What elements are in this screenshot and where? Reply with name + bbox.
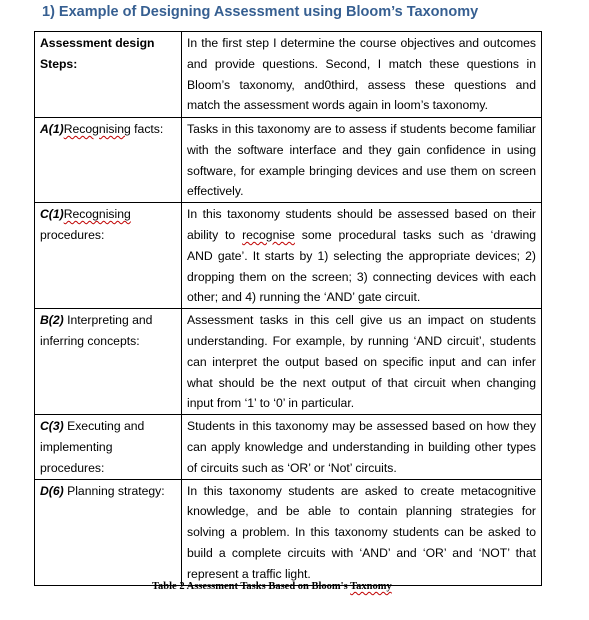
taxonomy-code: C(1) [40,207,64,222]
table-row [35,203,542,309]
label-underlined: Recognising [63,207,131,222]
caption-underlined: Taxnomy [350,581,392,592]
row-label-cell [35,203,182,309]
taxonomy-code: A(1) [40,122,64,136]
row-label-cell [35,415,182,479]
row-description-cell: Tasks in this taxonomy are to assess if students become familiar with the software interface and they gain confidence in using software, for example bringing devices and use them on screen effectively. [182,118,542,203]
label-rest: procedures: [40,227,105,242]
taxonomy-code: D(6) [40,483,64,498]
label-rest: Executing and implementing procedures: [40,419,145,475]
taxonomy-code: C(3) [40,419,64,434]
label-rest: Interpreting and inferring concepts: [40,313,153,348]
taxonomy-code: B(2) [40,313,64,328]
description-before: In this taxonomy students should be assessed based on their ability to [187,207,536,242]
table-caption [152,581,392,592]
header-right-cell: In the first step I determine the course objectives and outcomes and provide questions. Second, I match these questions in Bloom’s taxonomy, and0third, assess these questions and match the assessment words again in loom’s taxonomy. [182,32,542,118]
label-rest: facts: [130,122,164,136]
section-heading: 1) Example of Designing Assessment using Bloom’s Taxonomy [42,4,479,20]
row-description-cell: Students in this taxonomy may be assessed based on how they can apply knowledge and understanding in building other types of circuits such as ‘OR’ or ‘Not’ circuits. [182,415,542,479]
row-description-cell: Assessment tasks in this cell give us an impact on students understanding. For example, by running ‘AND circuit’, students can interpret the output based on specific input and can infer what should be the next output of that circuit when changing input from ‘1’ to ‘0’ in particular. [182,309,542,415]
table-row-header [35,32,542,118]
label-underlined: Recognising [63,122,131,136]
label-rest: Planning strategy: [63,483,165,498]
row-label-cell [35,309,182,415]
row-description-cell: In this taxonomy students are asked to create metacognitive knowledge, and be able to contain planning strategies for solving a problem. In this taxonomy students can be asked to build a complete circuits with ‘AND’ and ‘OR’ and ‘NOT’ that represent a traffic light. [182,479,542,585]
row-label-cell [35,479,182,585]
table-row [35,309,542,415]
assessment-table [34,31,542,586]
description-underlined: recognise [242,227,295,242]
row-description-cell [182,203,542,309]
header-left-cell [35,32,182,118]
caption-text: Table 2 Assessment Tasks Based on Bloom's [152,581,351,592]
table-row [35,415,542,479]
row-label-cell [35,118,182,203]
table-row [35,118,542,203]
header-left-label: Assessment design Steps: [40,36,155,71]
table-row [35,479,542,585]
description-after: some procedural tasks such as ‘drawing AND gate’. It starts by 1) selecting the appropriate devices; 2) dropping them on the screen; 3) connecting devices with each other; and 4) running the ‘AND’ gate circuit. [187,227,536,305]
